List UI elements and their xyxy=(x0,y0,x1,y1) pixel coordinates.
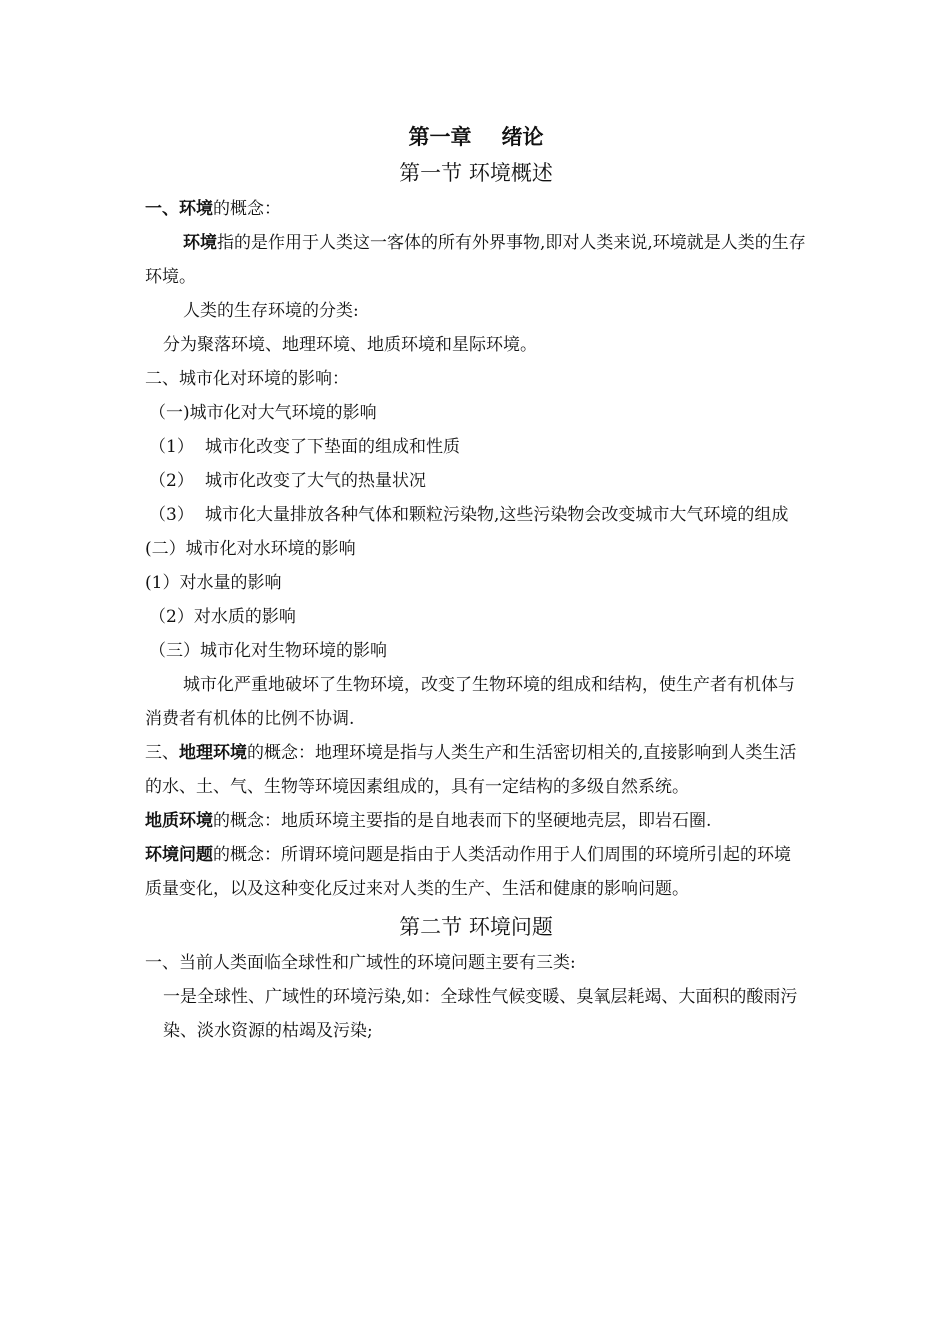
category-one-text: 一是全球性、广域性的环境污染,如：全球性气候变暖、臭氧层耗竭、大面积的酸雨污染、淡水资源的枯竭及污染; xyxy=(163,987,798,1041)
list-item xyxy=(145,464,807,498)
chapter-heading xyxy=(145,120,807,154)
heading-environment-concept xyxy=(145,192,807,226)
document-body xyxy=(145,120,807,1048)
definition-term: 环境 xyxy=(183,233,217,253)
list-item-number: （3） xyxy=(149,505,194,525)
subheading-biological: （三）城市化对生物环境的影响 xyxy=(149,641,387,661)
water-quality-item: （2）对水质的影响 xyxy=(149,607,296,627)
environmental-problem-concept xyxy=(145,838,807,906)
list-item-number: （2） xyxy=(149,471,194,491)
concept-text: 的概念：地质环境主要指的是自地表而下的坚硬地壳层，即岩石圈. xyxy=(213,811,712,831)
classification-label: 人类的生存环境的分类: xyxy=(183,301,359,321)
chapter-title: 绪论 xyxy=(501,124,544,149)
classification-text: 分为聚落环境、地理环境、地质环境和星际环境。 xyxy=(163,335,537,355)
water-quantity-item: (1）对水量的影响 xyxy=(145,573,282,593)
heading-urbanization-impact: 二、城市化对环境的影响： xyxy=(145,369,349,389)
heading-bold-term: 环境 xyxy=(179,199,213,219)
list-item xyxy=(145,498,807,532)
definition-text: 指的是作用于人类这一客体的所有外界事物,即对人类来说,环境就是人类的生存环境。 xyxy=(145,233,806,287)
subheading-atmosphere: （一)城市化对大气环境的影响 xyxy=(149,403,377,423)
biological-text: 城市化严重地破坏了生物环境，改变了生物环境的组成和结构，使生产者有机体与消费者有机体的比例不协调. xyxy=(145,675,795,729)
heading-prefix: 一、 xyxy=(145,199,179,219)
list-item-text: 城市化改变了大气的热量状况 xyxy=(205,471,426,491)
geographic-environment-concept xyxy=(145,736,807,804)
heading-rest: 的概念： xyxy=(213,199,281,219)
list-item-number: （1） xyxy=(149,437,194,457)
list-item-text: 城市化改变了下垫面的组成和性质 xyxy=(205,437,460,457)
section-2-title: 第二节 环境问题 xyxy=(399,915,553,939)
concept-term: 地理环境 xyxy=(179,743,247,763)
concept-prefix: 三、 xyxy=(145,743,179,763)
heading-three-categories: 一、当前人类面临全球性和广域性的环境问题主要有三类: xyxy=(145,953,576,973)
geological-environment-concept xyxy=(145,804,807,838)
concept-text: 的概念：地理环境是指与人类生产和生活密切相关的,直接影响到人类生活的水、土、气、生物等环境因素组成的，具有一定结构的多级自然系统。 xyxy=(145,743,797,797)
list-item-text: 城市化大量排放各种气体和颗粒污染物,这些污染物会改变城市大气环境的组成 xyxy=(205,505,789,525)
concept-term: 地质环境 xyxy=(145,811,213,831)
concept-text: 的概念：所谓环境问题是指由于人类活动作用于人们周围的环境所引起的环境质量变化，以及这种变化反过来对人类的生产、生活和健康的影响问题。 xyxy=(145,845,791,899)
list-item xyxy=(145,430,807,464)
environment-definition xyxy=(145,226,807,294)
section-1-title: 第一节 环境概述 xyxy=(399,161,553,185)
chapter-label: 第一章 xyxy=(408,124,472,149)
subheading-water: (二）城市化对水环境的影响 xyxy=(145,539,356,559)
concept-term: 环境问题 xyxy=(145,845,213,865)
